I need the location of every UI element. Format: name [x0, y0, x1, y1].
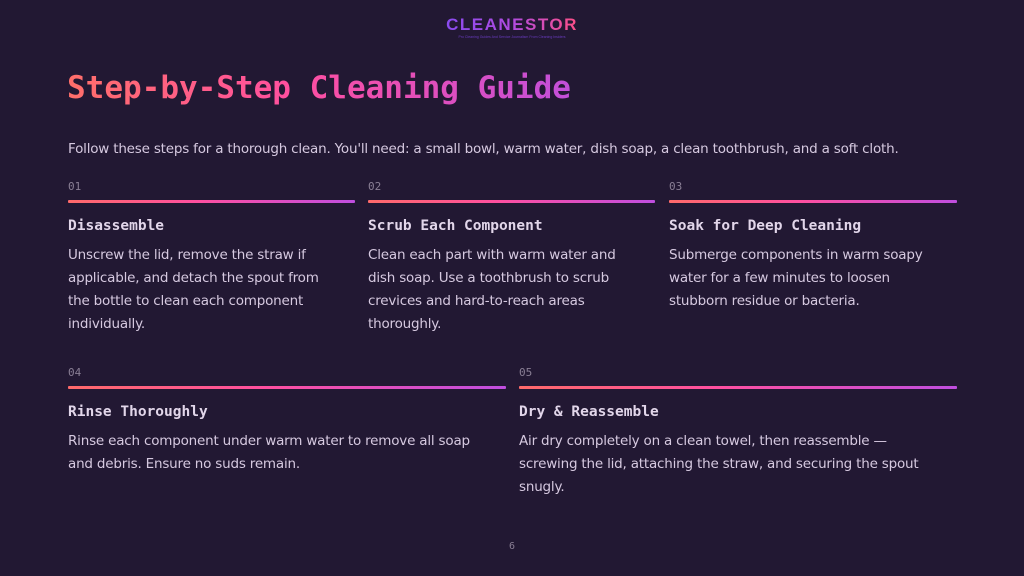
brand-header: [0, 15, 1024, 40]
step-description: Rinse each component under warm water to remove all soap and debris. Ensure no suds remain.: [68, 433, 470, 472]
page-number: 6: [508, 541, 516, 552]
step-title: Dry & Reassemble: [519, 404, 659, 420]
step-divider: [519, 386, 957, 389]
step-description: Submerge components in warm soapy water for a few minutes to loosen stubborn residue or bacteria.: [669, 247, 923, 309]
step-divider: [68, 386, 506, 389]
step-card-1: [68, 180, 355, 336]
intro-text: Follow these steps for a thorough clean. You'll need: a small bowl, warm water, dish soap, a clean toothbrush, and a soft cloth.: [68, 141, 899, 157]
step-card-5: [519, 366, 957, 499]
step-number: 04: [68, 366, 82, 379]
step-card-4: [68, 366, 506, 476]
step-title: Rinse Thoroughly: [68, 404, 208, 420]
step-title: Soak for Deep Cleaning: [669, 218, 862, 234]
step-number: 02: [368, 180, 382, 193]
page-title: Step-by-Step Cleaning Guide: [67, 66, 571, 110]
step-description: Unscrew the lid, remove the straw if applicable, and detach the spout from the bottle to clean each component individually.: [68, 247, 319, 332]
step-number: 03: [669, 180, 683, 193]
step-title: Scrub Each Component: [368, 218, 543, 234]
step-description: Clean each part with warm water and dish soap. Use a toothbrush to scrub crevices and hard-to-reach areas thoroughly.: [368, 247, 616, 332]
step-divider: [68, 200, 355, 203]
step-description: Air dry completely on a clean towel, then reassemble — screwing the lid, attaching the straw, and securing the spout snugly.: [519, 433, 919, 495]
step-card-2: [368, 180, 655, 336]
step-card-3: [669, 180, 957, 313]
brand-logo: CLEANESTOR: [446, 15, 578, 34]
step-number: 01: [68, 180, 82, 193]
step-number: 05: [519, 366, 533, 379]
step-divider: [669, 200, 957, 203]
step-divider: [368, 200, 655, 203]
step-title: Disassemble: [68, 218, 165, 234]
brand-tagline: Pro Cleaning Guides And Service Journalism From Cleaning Insiders: [458, 35, 566, 39]
